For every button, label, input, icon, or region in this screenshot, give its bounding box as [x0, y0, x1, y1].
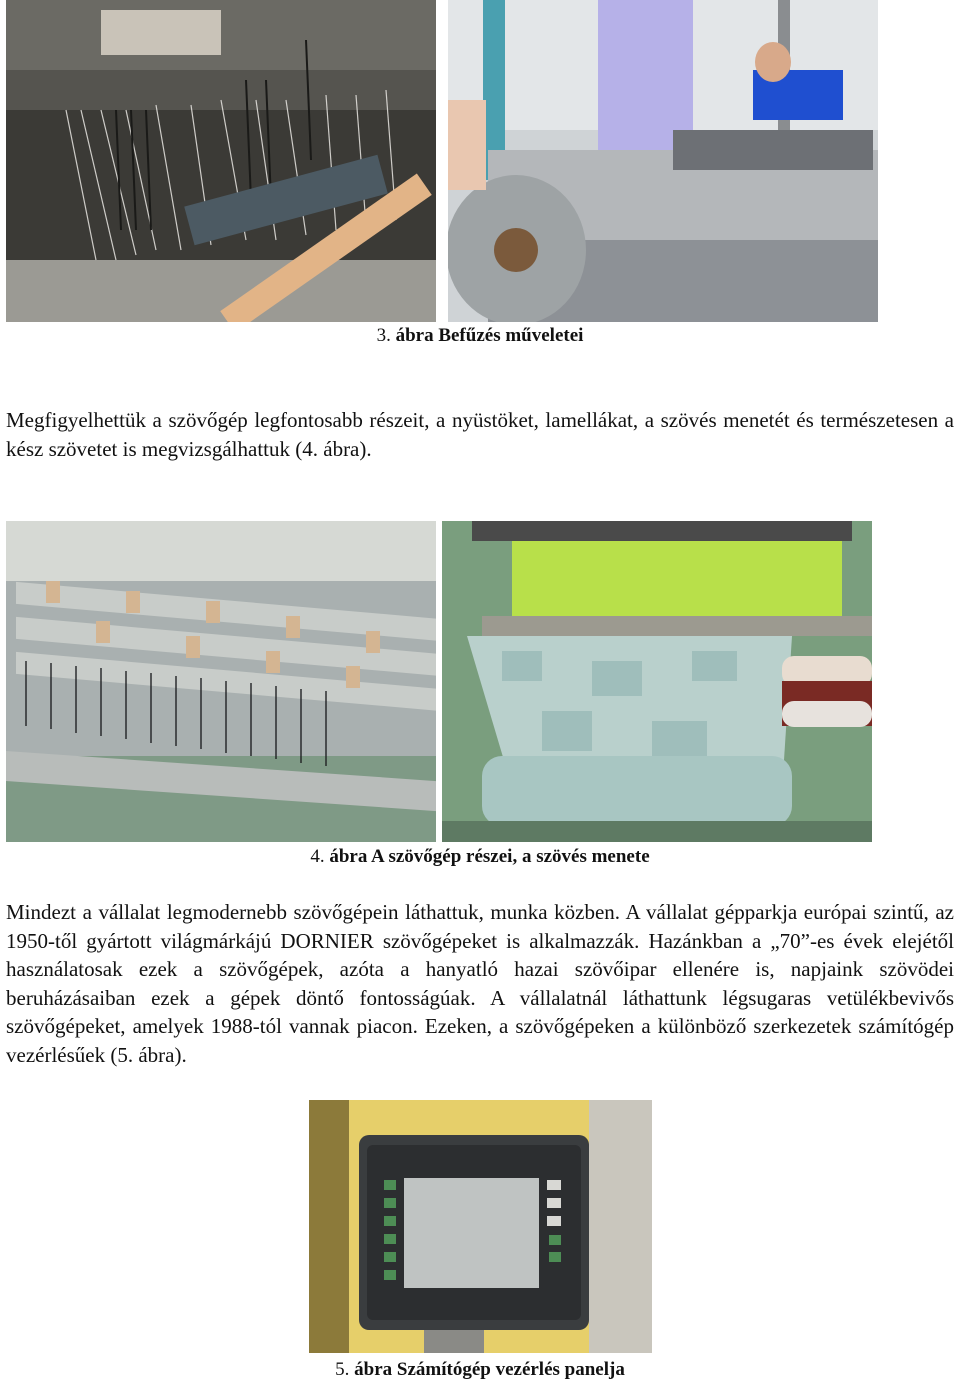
figure-4-caption [0, 846, 960, 868]
photo-loom-fabric [442, 521, 872, 842]
photo-control-panel [309, 1100, 652, 1353]
paragraph-2: Mindezt a vállalat legmodernebb szövőgépein láthattuk, munka közben. A vállalat gépparkja európai szintű, az 1950-től gyártott világmárkájú DORNIER szövőgépeket is alkalmazzák. Hazánkban a „70”-es évek elejétől használatosak ezek a szövőgépek, azóta a hanyatló hazai szövőipar ellenére is, napjaink szövödei beruházásaiban ezek a gépek döntő fontosságúak. A vállalatnál láthattunk légsugaras vetülékbevivős szövőgépeket, amelyek 1988-tól vannak piacon. Ezeken, a szövőgépeken a különböző szerkezetek számítógép vezérlésűek (5. ábra). [6, 900, 954, 1067]
figure-5-caption [0, 1359, 960, 1381]
figure-4-number: 4. [310, 846, 325, 867]
photo-threading-heddles [6, 0, 436, 322]
figure-5-number: 5. [335, 1359, 350, 1380]
photo-worker-at-loom [448, 0, 878, 322]
figure-3-label: ábra Befűzés műveletei [395, 325, 584, 346]
figure-4-label: ábra A szövőgép részei, a szövés menete [329, 846, 650, 867]
paragraph-1: Megfigyelhettük a szövőgép legfontosabb részeit, a nyüstöket, lamellákat, a szövés menetét és természetesen a kész szövetet is megvizsgálhattuk (4. ábra). [6, 408, 954, 461]
figure-3-caption [0, 325, 960, 347]
figure-3-number: 3. [376, 325, 391, 346]
photo-heddle-frames [6, 521, 436, 842]
figure-5-label: ábra Számítógép vezérlés panelja [354, 1359, 625, 1380]
